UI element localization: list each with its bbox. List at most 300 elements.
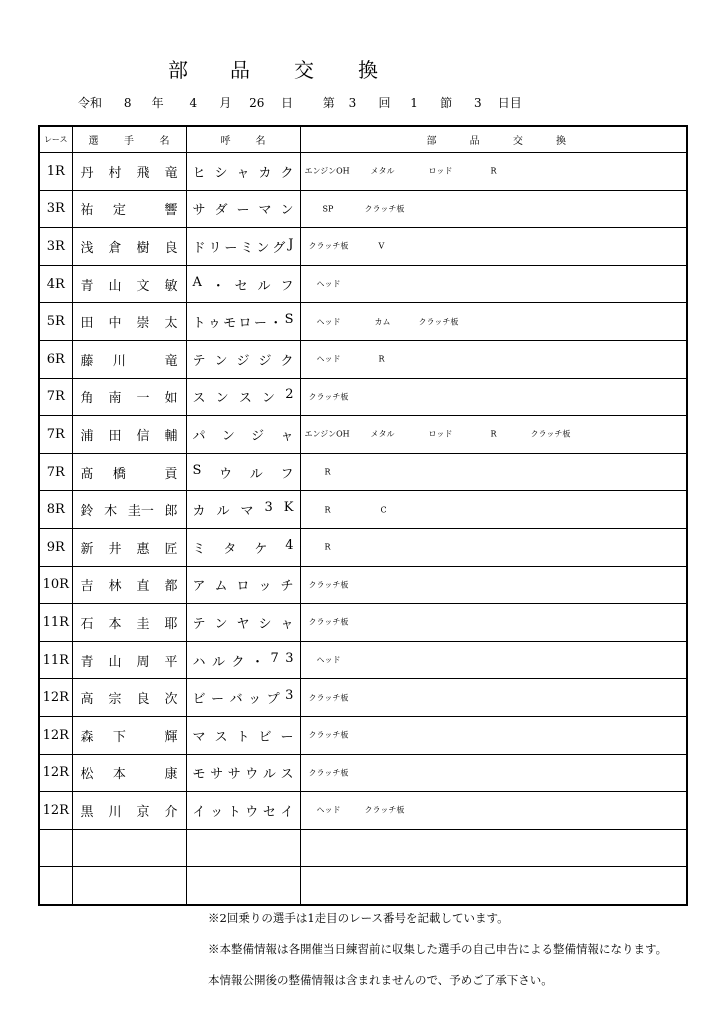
table-row — [39, 378, 687, 416]
part-item: R — [324, 505, 331, 515]
call-name-char: シ — [214, 165, 228, 181]
player-name-char: 鈴 — [80, 504, 94, 520]
player-name — [72, 491, 186, 529]
call-name-char: イ — [192, 804, 206, 820]
call-name — [186, 153, 300, 191]
call-name-char: プ — [266, 692, 280, 708]
player-name — [72, 604, 186, 642]
player-name-char: 直 — [136, 579, 150, 595]
header-char: 部 — [426, 136, 437, 147]
part-item: C — [380, 505, 387, 515]
call-name-char: グ — [272, 240, 286, 256]
race-number — [39, 867, 72, 905]
parts-exchanged — [300, 716, 687, 754]
parts-exchanged — [300, 340, 687, 378]
call-name-char: ダ — [214, 203, 228, 219]
call-name-char: サ — [210, 767, 224, 783]
race-number: 12R — [39, 679, 72, 717]
player-name-char: 耶 — [164, 616, 178, 632]
player-name-char: 良 — [164, 240, 178, 256]
call-name-char: ン — [214, 353, 228, 369]
player-name — [72, 528, 186, 566]
call-name — [186, 754, 300, 792]
header-char: 手 — [124, 136, 134, 147]
call-name-char: S — [192, 462, 202, 478]
player-name — [72, 453, 186, 491]
part-item: ロッド — [428, 166, 453, 176]
table-row — [39, 829, 687, 867]
call-name — [186, 679, 300, 717]
call-name-char: ン — [280, 203, 294, 219]
part-item: ヘッド — [316, 279, 341, 289]
call-name-char: テ — [192, 616, 206, 632]
player-name-char: 都 — [164, 579, 178, 595]
parts-exchanged — [300, 378, 687, 416]
call-name-char: ゥ — [207, 316, 221, 332]
call-name-char: ル — [211, 654, 225, 670]
player-name — [72, 716, 186, 754]
call-name-char: ヒ — [192, 165, 206, 181]
call-name-char: モ — [223, 316, 237, 332]
player-name-char: 田 — [80, 316, 94, 332]
call-name — [186, 867, 300, 905]
call-name-char: ジ — [251, 428, 265, 444]
table-row — [39, 754, 687, 792]
part-item: ヘッド — [316, 655, 341, 665]
header-call — [186, 126, 300, 153]
title-char: 部 — [168, 58, 188, 82]
call-name-char: ト — [227, 804, 241, 820]
player-name-char: 南 — [108, 391, 122, 407]
call-name-char: フ — [280, 466, 294, 482]
call-name-char: 3 — [264, 500, 273, 516]
player-name-char: 信 — [136, 428, 150, 444]
call-name-char: 3 — [285, 688, 294, 704]
call-name-char: ・ — [250, 654, 264, 670]
part-item: エンジンOH — [304, 166, 350, 176]
race-number: 3R — [39, 190, 72, 228]
player-name-char: 浦 — [80, 428, 94, 444]
player-name-char: 響 — [164, 203, 178, 219]
player-name-char: 周 — [136, 654, 150, 670]
race-number — [39, 829, 72, 867]
player-name-char: 丹 — [80, 165, 94, 181]
call-name-char: 4 — [285, 537, 294, 553]
call-name-char: モ — [192, 767, 206, 783]
player-name-char: 黒 — [80, 804, 94, 820]
player-name-char: 倉 — [108, 240, 122, 256]
call-name-char: 2 — [285, 387, 294, 403]
player-name-char: 木 — [104, 504, 118, 520]
race-number: 8R — [39, 491, 72, 529]
player-name — [72, 303, 186, 341]
race-number: 12R — [39, 792, 72, 830]
call-name-char: ン — [215, 391, 229, 407]
player-name-char: 浅 — [80, 240, 94, 256]
call-name — [186, 340, 300, 378]
call-name-char: ロ — [238, 316, 252, 332]
call-name-char: マ — [192, 729, 206, 745]
call-name-char: K — [283, 500, 294, 516]
player-name-char: 田 — [108, 428, 122, 444]
call-name-char: ・ — [269, 316, 283, 332]
part-item: ヘッド — [316, 317, 341, 327]
race-number: 9R — [39, 528, 72, 566]
player-name — [72, 566, 186, 604]
part-item: SP — [322, 204, 334, 214]
call-name-char: ジ — [258, 353, 272, 369]
date-nichi-num: 3 — [473, 96, 482, 110]
player-name-char: 惠 — [136, 541, 150, 557]
part-item: クラッチ板 — [308, 617, 349, 627]
part-item: エンジンOH — [304, 429, 350, 439]
call-name-char: ー — [224, 240, 238, 256]
table-row — [39, 679, 687, 717]
call-name — [186, 566, 300, 604]
part-item: クラッチ板 — [530, 429, 571, 439]
call-name-char: ク — [280, 165, 294, 181]
player-name — [72, 754, 186, 792]
player-name-char: 敏 — [164, 278, 178, 294]
player-name-char: 山 — [108, 654, 122, 670]
table-body — [39, 153, 687, 905]
parts-exchanged — [300, 792, 687, 830]
player-name-char: 文 — [136, 278, 150, 294]
parts-exchange-table — [38, 125, 688, 906]
call-name — [186, 491, 300, 529]
race-number: 11R — [39, 641, 72, 679]
date-nichime: 日目 — [497, 96, 522, 110]
call-name-char: J — [288, 236, 294, 252]
table-row — [39, 340, 687, 378]
call-name-char: リ — [208, 240, 222, 256]
date-setsu: 節 — [440, 96, 453, 110]
player-name-char: 圭 — [136, 616, 150, 632]
player-name — [72, 641, 186, 679]
call-name-char: ・ — [211, 278, 225, 294]
player-name-char: 崇 — [136, 316, 150, 332]
player-name — [72, 829, 186, 867]
player-name-char: 吉 — [80, 579, 94, 595]
call-name-char: ル — [216, 504, 230, 520]
player-name-char: 山 — [108, 278, 122, 294]
date-month-unit: 月 — [219, 96, 232, 110]
parts-exchanged — [300, 566, 687, 604]
date-kai-num: 3 — [348, 96, 357, 110]
date-setsu-num: 1 — [410, 96, 418, 110]
race-number: 7R — [39, 453, 72, 491]
player-name-char: 郎 — [164, 504, 178, 520]
parts-exchanged — [300, 528, 687, 566]
call-name-char: ケ — [254, 541, 268, 557]
player-name-char: 高 — [80, 692, 94, 708]
player-name-char: 角 — [80, 391, 94, 407]
call-name-char: S — [284, 312, 294, 328]
part-item: クラッチ板 — [418, 317, 459, 327]
player-name-char: 貢 — [164, 466, 178, 482]
player-name-char: 竜 — [164, 353, 178, 369]
part-item: クラッチ板 — [308, 693, 349, 703]
call-name-char: セ — [262, 804, 276, 820]
player-name-char: 飛 — [136, 165, 150, 181]
call-name-char: ン — [221, 428, 235, 444]
call-name-char: 7 — [270, 650, 279, 666]
call-name-char: ャ — [236, 165, 250, 181]
call-name-char: パ — [192, 428, 206, 444]
table-header-row — [39, 126, 687, 153]
part-item: ヘッド — [316, 354, 341, 364]
header-race: レース — [39, 126, 72, 153]
player-name-char: 圭一 — [127, 504, 154, 520]
date-era: 令和 — [78, 96, 103, 110]
date-day: 26 — [249, 96, 265, 110]
call-name-char: ク — [231, 654, 245, 670]
parts-exchanged — [300, 153, 687, 191]
player-name-char: 匠 — [164, 541, 178, 557]
call-name-char: マ — [240, 504, 254, 520]
call-name-char: ウ — [219, 466, 233, 482]
player-name-char: 橋 — [112, 466, 126, 482]
call-name-char: カ — [258, 165, 272, 181]
call-name-char: シ — [258, 616, 272, 632]
race-number: 10R — [39, 566, 72, 604]
player-name-char: 樹 — [136, 240, 150, 256]
player-name-char: 輝 — [164, 729, 178, 745]
note-1: ※2回乗りの選手は1走目のレース番号を記載しています。 — [208, 911, 509, 925]
date-year-unit: 年 — [151, 96, 164, 110]
call-name-char: 3 — [285, 650, 294, 666]
parts-exchanged — [300, 265, 687, 303]
table-row — [39, 604, 687, 642]
call-name — [186, 303, 300, 341]
call-name-char: ッ — [248, 692, 262, 708]
call-name-char: イ — [280, 804, 294, 820]
call-name-char: テ — [192, 353, 206, 369]
call-name-char: ス — [192, 391, 206, 407]
call-name-char: チ — [280, 579, 294, 595]
call-name-char: ッ — [258, 579, 272, 595]
race-number: 7R — [39, 416, 72, 454]
part-item: クラッチ板 — [308, 730, 349, 740]
player-name — [72, 378, 186, 416]
player-name — [72, 867, 186, 905]
table-row — [39, 303, 687, 341]
date-dai: 第 — [322, 96, 335, 110]
call-name-char: サ — [192, 203, 206, 219]
player-name-char: 川 — [112, 353, 126, 369]
race-number: 7R — [39, 378, 72, 416]
note-3: 本情報公開後の整備情報は含まれませんので、予めご了承下さい。 — [208, 973, 553, 987]
player-name-char: 青 — [80, 278, 94, 294]
call-name-char: ス — [280, 767, 294, 783]
table-row — [39, 641, 687, 679]
title-char: 品 — [230, 58, 250, 82]
player-name-char: 祐 — [80, 203, 94, 219]
player-name-char: 森 — [80, 729, 94, 745]
parts-exchanged — [300, 303, 687, 341]
call-name-char: マ — [258, 203, 272, 219]
header-player — [72, 126, 186, 153]
table-row — [39, 453, 687, 491]
title-char: 交 — [294, 58, 314, 82]
call-name — [186, 716, 300, 754]
header-char: 交 — [512, 136, 523, 147]
table-row — [39, 566, 687, 604]
part-item: R — [324, 542, 331, 552]
player-name-char: 一 — [136, 391, 150, 407]
player-name-char: 京 — [136, 804, 150, 820]
parts-exchanged — [300, 754, 687, 792]
call-name-char: サ — [227, 767, 241, 783]
table-row — [39, 528, 687, 566]
parts-exchanged — [300, 190, 687, 228]
player-name-char: 川 — [108, 804, 122, 820]
player-name-char: 平 — [164, 654, 178, 670]
table-row — [39, 792, 687, 830]
player-name — [72, 153, 186, 191]
call-name-char: ウ — [245, 767, 259, 783]
parts-exchanged — [300, 679, 687, 717]
call-name-char: ド — [192, 240, 206, 256]
part-item: V — [378, 241, 385, 251]
player-name — [72, 792, 186, 830]
title-char: 換 — [358, 58, 378, 82]
table-row — [39, 228, 687, 266]
call-name-char: ウ — [245, 804, 259, 820]
parts-exchanged — [300, 604, 687, 642]
player-name-char: 井 — [108, 541, 122, 557]
parts-exchanged — [300, 416, 687, 454]
call-name-char: ト — [192, 316, 206, 332]
call-name-char: ッ — [210, 804, 224, 820]
call-name-char: カ — [192, 504, 206, 520]
call-name-char: ー — [280, 729, 294, 745]
call-name-char: ヤ — [236, 616, 250, 632]
date-kai: 回 — [378, 96, 391, 110]
player-name-char: 新 — [80, 541, 94, 557]
call-name-char: ル — [262, 767, 276, 783]
call-name-char: ロ — [236, 579, 250, 595]
event-date — [78, 94, 522, 111]
call-name-char: ー — [211, 692, 225, 708]
header-char: 名 — [159, 136, 170, 147]
parts-exchanged — [300, 491, 687, 529]
race-number: 12R — [39, 716, 72, 754]
player-name — [72, 190, 186, 228]
player-name — [72, 265, 186, 303]
table-row — [39, 416, 687, 454]
header-char: 名 — [255, 136, 266, 147]
date-day-unit: 日 — [280, 96, 293, 110]
call-name-char: ジ — [236, 353, 250, 369]
header-char: 換 — [555, 136, 566, 147]
call-name — [186, 792, 300, 830]
call-name-char: ビ — [192, 692, 206, 708]
header-parts — [300, 126, 687, 153]
player-name-char: 本 — [108, 616, 122, 632]
table-row — [39, 153, 687, 191]
header-char: 選 — [88, 136, 99, 147]
player-name-char: 竜 — [164, 165, 178, 181]
player-name-char: 青 — [80, 654, 94, 670]
parts-exchanged — [300, 829, 687, 867]
player-name-char: 藤 — [80, 353, 94, 369]
part-item: メタル — [370, 429, 395, 439]
call-name-char: ス — [238, 391, 252, 407]
call-name — [186, 228, 300, 266]
player-name-char: 太 — [164, 316, 178, 332]
call-name-char: ス — [214, 729, 228, 745]
player-name-char: 中 — [108, 316, 122, 332]
call-name-char: ミ — [240, 240, 254, 256]
parts-exchanged — [300, 641, 687, 679]
table-row — [39, 867, 687, 905]
table-row — [39, 716, 687, 754]
call-name — [186, 528, 300, 566]
table-row — [39, 190, 687, 228]
call-name — [186, 416, 300, 454]
call-name-char: ャ — [280, 428, 294, 444]
parts-exchanged — [300, 228, 687, 266]
call-name-char: ミ — [192, 541, 206, 557]
table-row — [39, 265, 687, 303]
part-item: ヘッド — [316, 805, 341, 815]
player-name-char: 石 — [80, 616, 94, 632]
player-name-char: 康 — [164, 767, 178, 783]
part-item: クラッチ板 — [308, 392, 349, 402]
date-year: 8 — [123, 96, 132, 110]
part-item: メタル — [370, 166, 395, 176]
part-item: R — [324, 467, 331, 477]
call-name-char: ト — [236, 729, 250, 745]
call-name-char: ャ — [280, 616, 294, 632]
call-name-char: タ — [223, 541, 237, 557]
header-char: 呼 — [220, 136, 231, 147]
player-name-char: 次 — [164, 692, 178, 708]
parts-exchanged — [300, 453, 687, 491]
player-name-char: 本 — [112, 767, 126, 783]
call-name-char: ン — [214, 616, 228, 632]
call-name-char: ン — [262, 391, 276, 407]
call-name-char: ン — [256, 240, 270, 256]
call-name-char: セ — [234, 278, 248, 294]
player-name — [72, 228, 186, 266]
race-number: 1R — [39, 153, 72, 191]
page-title — [150, 54, 410, 82]
call-name — [186, 829, 300, 867]
player-name-char: 如 — [164, 391, 178, 407]
player-name — [72, 679, 186, 717]
player-name-char: 定 — [112, 203, 126, 219]
player-name-char: 介 — [164, 804, 178, 820]
call-name-char: A — [192, 274, 202, 290]
call-name — [186, 378, 300, 416]
call-name — [186, 265, 300, 303]
part-item: R — [490, 166, 497, 176]
call-name-char: ム — [214, 579, 228, 595]
call-name-char: ー — [236, 203, 250, 219]
call-name — [186, 453, 300, 491]
player-name-char: 松 — [80, 767, 94, 783]
race-number: 5R — [39, 303, 72, 341]
race-number: 12R — [39, 754, 72, 792]
race-number: 4R — [39, 265, 72, 303]
call-name — [186, 190, 300, 228]
race-number: 11R — [39, 604, 72, 642]
call-name-char: ビ — [258, 729, 272, 745]
call-name-char: ク — [280, 353, 294, 369]
call-name-char: ハ — [192, 654, 206, 670]
